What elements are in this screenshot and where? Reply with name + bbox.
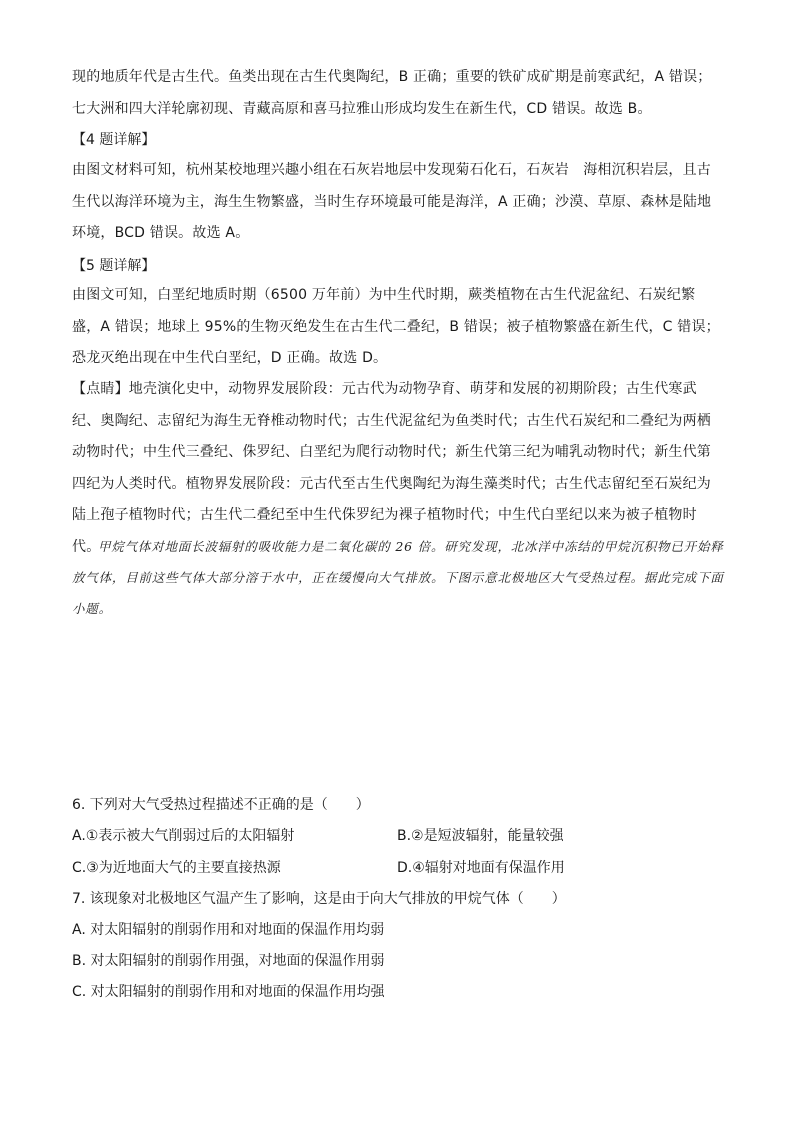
- figure-placeholder: [72, 620, 722, 785]
- question-6-option-d: D.④辐射对地面有保温作用: [397, 860, 565, 876]
- question-group-intro: 甲烷气体对地面长波辐射的吸收能力是二氧化碳的 26 倍。研究发现，北冰洋中冻结的甲烷沉积物已开始释放气体，目前这些气体大部分溶于水中，正在缓慢向大气排放。下图示意北极地区大气受热过程。据此完成下面小题。: [72, 539, 724, 616]
- section-header-q4: 【4 题详解】: [72, 132, 156, 148]
- question-6-option-c: C.③为近地面大气的主要直接热源: [72, 860, 281, 876]
- question-7-option-c: C. 对太阳辐射的削弱作用和对地面的保温作用均强: [72, 984, 385, 1000]
- question-7-option-a: A. 对太阳辐射的削弱作用和对地面的保温作用均弱: [72, 922, 385, 938]
- question-7-stem: 7. 该现象对北极地区气温产生了影响，这是由于向大气排放的甲烷气体（ ）: [72, 891, 566, 907]
- question-7-option-b: B. 对太阳辐射的削弱作用强，对地面的保温作用弱: [72, 953, 385, 969]
- question-6-stem: 6. 下列对大气受热过程描述不正确的是（ ）: [72, 797, 370, 813]
- section-header-q5: 【5 题详解】: [72, 258, 156, 274]
- answer-4-detail: 由图文材料可知，杭州某校地理兴趣小组在石灰岩地层中发现菊石化石，石灰岩 海相沉积岩层，且古生代以海洋环境为主，海生生物繁盛，当时生存环境最可能是海洋，A 正确；沙漠、草原、森林是陆地环境，BCD 错误。故选 A。: [72, 162, 712, 241]
- question-6-option-a: A.①表示被大气削弱过后的太阳辐射: [72, 828, 295, 844]
- question-6-option-b: B.②是短波辐射，能量较强: [397, 828, 564, 844]
- answer-5-detail: 由图文可知，白垩纪地质时期（6500 万年前）为中生代时期，蕨类植物在古生代泥盆纪、石炭纪繁盛，A 错误；地球上 95%的生物灭绝发生在古生代二叠纪，B 错误；被子植物繁盛在新生代，C 错误；恐龙灭绝出现在中生代白垩纪，D 正确。故选 D。: [72, 287, 720, 366]
- key-point-note: 【点睛】地壳演化史中，动物界发展阶段：元古代为动物孕育、萌芽和发展的初期阶段；古生代寒武纪、奥陶纪、志留纪为海生无脊椎动物时代；古生代泥盆纪为鱼类时代；古生代石炭纪和二叠纪为两栖动物时代；中生代三叠纪、侏罗纪、白垩纪为爬行动物时代；新生代第三纪为哺乳动物时代；新生代第四纪为人类时代。植物界发展阶段：元古代至古生代奥陶纪为海生藻类时代；古生代志留纪至石炭纪为陆上孢子植物时代；古生代二叠纪至中生代侏罗纪为裸子植物时代；中生代白垩纪以来为被子植物时代。: [72, 381, 711, 555]
- answer-3-continuation: 现的地质年代是古生代。鱼类出现在古生代奥陶纪，B 正确；重要的铁矿成矿期是前寒武纪，A 错误；七大洲和四大洋轮廓初现、青藏高原和喜马拉雅山形成均发生在新生代，CD 错误。故选 B。: [72, 69, 712, 117]
